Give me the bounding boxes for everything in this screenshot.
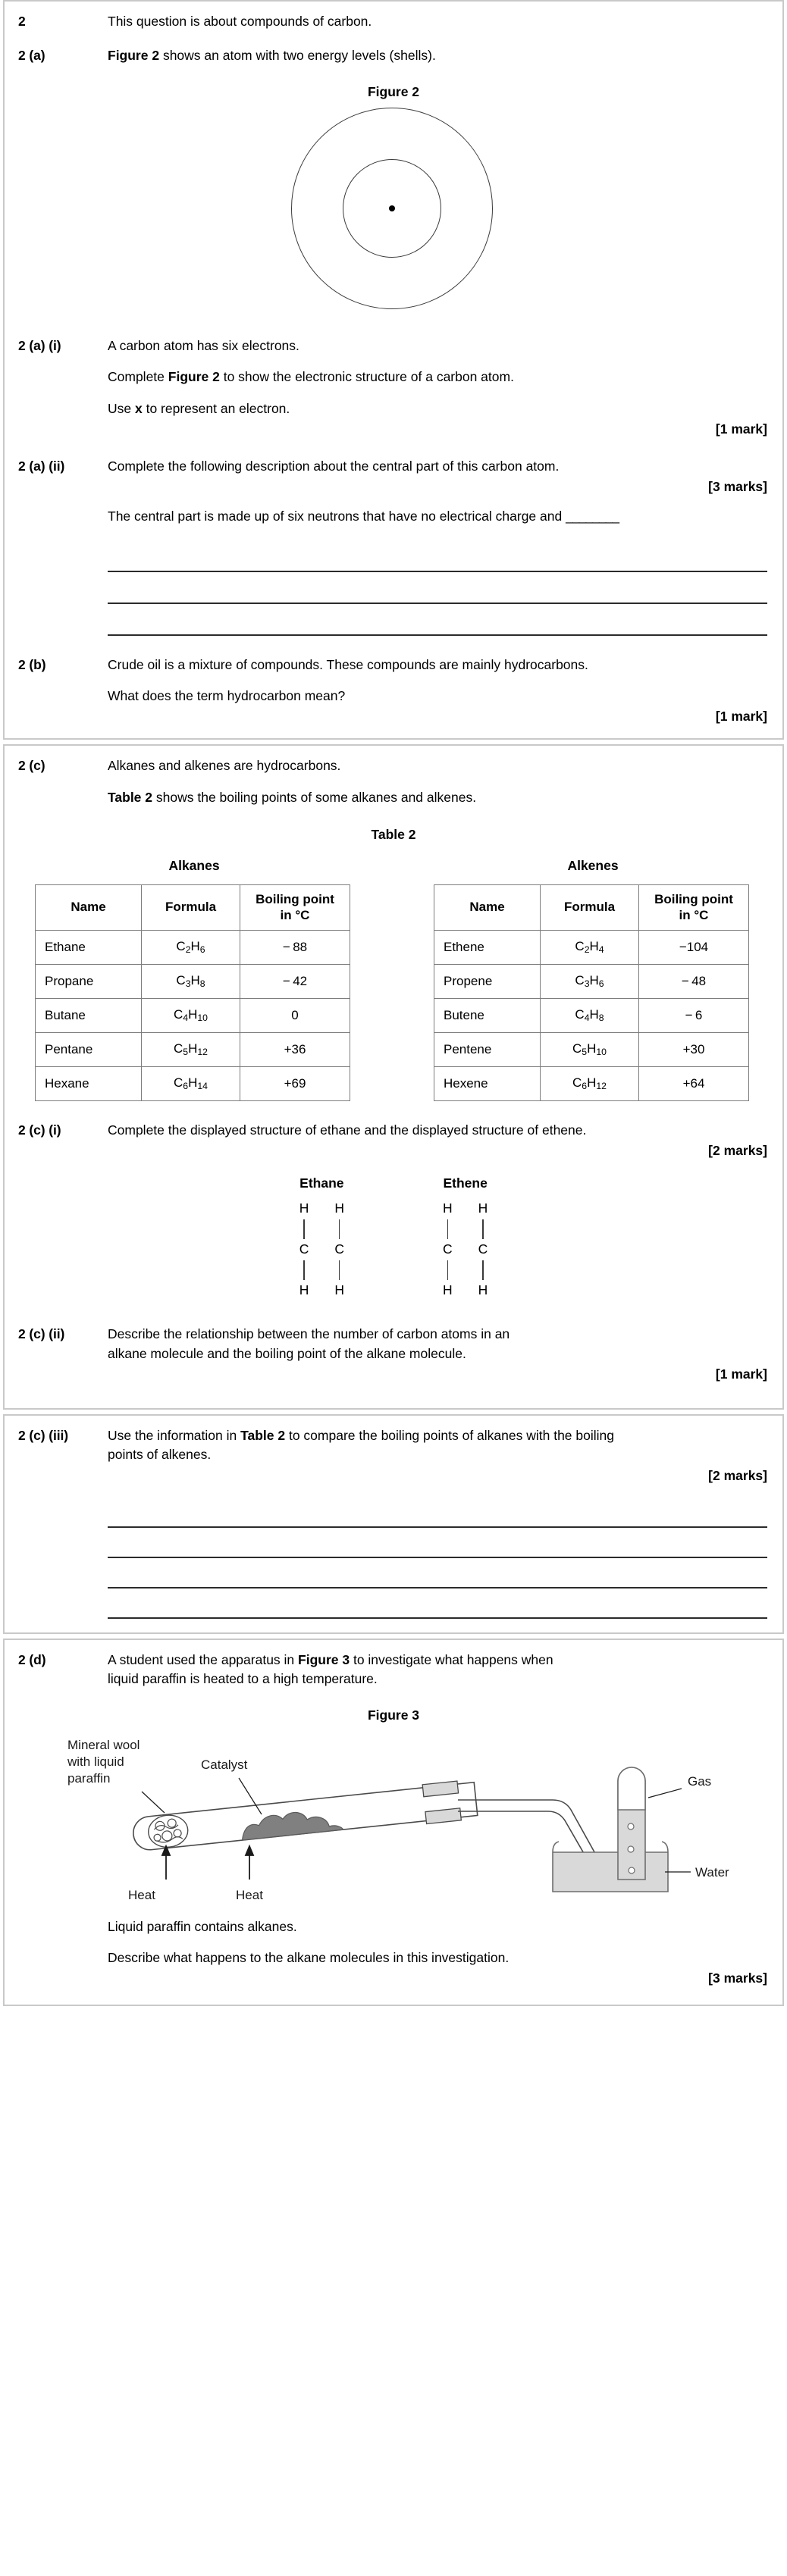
part-a-ii-sentence xyxy=(108,507,769,526)
formula-h-count: 6 xyxy=(598,978,604,990)
apparatus-svg xyxy=(52,1731,735,1905)
formula-h-count: 4 xyxy=(598,944,604,956)
part-b-line-2: What does the term hydrocarbon mean? xyxy=(108,688,346,703)
table-row xyxy=(36,1066,350,1100)
part-d-closing-row xyxy=(18,1917,769,1968)
ethene-structure xyxy=(443,1175,488,1297)
question-block-2d xyxy=(3,1639,784,2007)
header-formula: Formula xyxy=(541,885,639,931)
hydrogen-atom-label: H xyxy=(443,1282,453,1298)
mineral-wool-label-line2: with liquid xyxy=(67,1754,124,1769)
part-c-i-prompt: Complete the displayed structure of ethane and the displayed structure of ethene. xyxy=(108,1122,587,1138)
cell-boiling-point: +30 xyxy=(639,1032,749,1066)
formula-c-count: 6 xyxy=(582,1081,588,1092)
part-c-ii-body xyxy=(108,1325,769,1363)
formula-h-count: 14 xyxy=(197,1081,208,1092)
ethane-left-chain xyxy=(299,1202,309,1297)
formula-h-count: 6 xyxy=(199,944,205,956)
ethane-structure xyxy=(299,1175,344,1297)
answer-line[interactable] xyxy=(108,1528,767,1558)
ethene-structure-grid[interactable] xyxy=(443,1202,488,1297)
question-block-2ciii xyxy=(3,1414,784,1634)
part-d-line-2: liquid paraffin is heated to a high temperature. xyxy=(108,1671,378,1687)
cell-boiling-point: − 6 xyxy=(639,998,749,1032)
alkenes-table xyxy=(434,884,749,1101)
part-a-ii-inline-blank[interactable]: ________ xyxy=(566,509,619,524)
question-block-2a xyxy=(3,0,784,740)
part-c-iii-line-2: points of alkenes. xyxy=(108,1447,212,1463)
hydrogen-atom-label: H xyxy=(478,1200,488,1216)
mineral-wool-label-line1: Mineral wool xyxy=(67,1737,140,1752)
table-header-row xyxy=(36,885,350,931)
part-b-label: 2 (b) xyxy=(18,656,46,672)
formula-c-count: 4 xyxy=(584,1013,590,1024)
table-2-reference: Table 2 xyxy=(240,1428,286,1444)
bond-line xyxy=(303,1219,305,1239)
part-a-i-figure-ref: Figure 2 xyxy=(168,369,220,385)
part-a-i-line-2-pre: Complete xyxy=(108,369,168,385)
cell-boiling-point: +36 xyxy=(240,1032,350,1066)
part-c-ii-line-1: Describe the relationship between the number of carbon atoms in an xyxy=(108,1326,510,1342)
part-a-i-line-3 xyxy=(108,399,769,418)
answer-line[interactable] xyxy=(108,572,767,604)
part-a-i-body xyxy=(108,336,769,418)
cell-formula: $C_5H_{12}$ xyxy=(142,1032,240,1066)
cell-name: Ethane xyxy=(36,930,142,964)
part-b-marks: [1 mark] xyxy=(715,709,767,725)
cell-formula: $C_4H_8$ xyxy=(541,998,639,1032)
part-c-iii-marks: [2 marks] xyxy=(708,1467,767,1483)
part-a-ii-label: 2 (a) (ii) xyxy=(18,458,65,474)
hydrogen-atom-label: H xyxy=(299,1200,309,1216)
formula-c-count: 6 xyxy=(183,1081,189,1092)
formula-h-count: 12 xyxy=(197,1047,208,1058)
part-d-line-1-pre: A student used the apparatus in xyxy=(108,1651,299,1667)
part-a-row xyxy=(18,46,769,65)
part-c-iii-line-1 xyxy=(108,1426,769,1445)
water-trough xyxy=(553,1842,668,1892)
header-bp-line1: Boiling point xyxy=(654,892,733,907)
alkenes-table-body xyxy=(434,930,749,1100)
cell-name: Butane xyxy=(36,998,142,1032)
formula-h-count: 10 xyxy=(197,1013,208,1024)
part-c-row xyxy=(18,756,769,807)
header-boiling-point xyxy=(639,885,749,931)
heat-arrows xyxy=(162,1846,253,1880)
cell-boiling-point: +64 xyxy=(639,1066,749,1100)
part-c-ii-line-2: alkane molecule and the boiling point of the alkane molecule. xyxy=(108,1345,466,1361)
alkanes-table-body xyxy=(36,930,350,1100)
hydrogen-atom-label: H xyxy=(478,1282,488,1298)
question-number: 2 xyxy=(18,14,26,29)
cell-name: Hexane xyxy=(36,1066,142,1100)
cell-boiling-point: −104 xyxy=(639,930,749,964)
formula-h-count: 8 xyxy=(598,1013,604,1024)
question-intro-row xyxy=(18,12,769,31)
water-label: Water xyxy=(695,1864,729,1880)
part-d-label: 2 (d) xyxy=(18,1651,46,1667)
cell-boiling-point: − 48 xyxy=(639,964,749,998)
bond-line xyxy=(303,1260,305,1280)
part-c-iii-label: 2 (c) (iii) xyxy=(18,1428,68,1444)
table-row xyxy=(36,964,350,998)
part-c-ii-label: 2 (c) (ii) xyxy=(18,1326,65,1342)
part-a-ii-row xyxy=(18,457,769,476)
part-a-ii-prompt: Complete the following description about the central part of this carbon atom. xyxy=(108,458,560,474)
formula-c-count: 2 xyxy=(185,944,191,956)
part-d-closing-body xyxy=(108,1917,769,1968)
part-c-iii-answer-lines[interactable] xyxy=(108,1498,767,1619)
part-c-i-marks: [2 marks] xyxy=(708,1143,767,1159)
cell-name: Ethene xyxy=(434,930,541,964)
cell-name: Pentane xyxy=(36,1032,142,1066)
table-header-row xyxy=(434,885,749,931)
part-b-line-1: Crude oil is a mixture of compounds. These compounds are mainly hydrocarbons. xyxy=(108,656,588,672)
cell-boiling-point: +69 xyxy=(240,1066,350,1100)
formula-c-count: 5 xyxy=(183,1047,189,1058)
table-row xyxy=(434,998,749,1032)
carbon-atom-label: C xyxy=(299,1241,309,1257)
part-d-line-1-post: to investigate what happens when xyxy=(350,1651,553,1667)
cell-boiling-point: 0 xyxy=(240,998,350,1032)
ethene-structure-name: Ethene xyxy=(443,1175,488,1191)
formula-c-count: 3 xyxy=(584,978,590,990)
part-a-i-line-3-pre: Use xyxy=(108,400,135,416)
part-a-text-rest: shows an atom with two energy levels (shells). xyxy=(159,48,436,64)
gas-collection-tube xyxy=(618,1767,645,1880)
catalyst-label: Catalyst xyxy=(201,1757,248,1772)
part-c-ii-row xyxy=(18,1325,769,1363)
part-d-marks: [3 marks] xyxy=(708,1970,767,1986)
answer-line[interactable] xyxy=(108,1558,767,1588)
part-b-body xyxy=(108,656,769,706)
nucleus-dot xyxy=(389,205,395,211)
cell-formula: $C_2H_6$ xyxy=(142,930,240,964)
part-c-line-2 xyxy=(108,788,769,807)
part-c-body xyxy=(108,756,769,807)
carbon-atom-label: C xyxy=(443,1241,453,1257)
formula-h-count: 8 xyxy=(199,978,205,990)
figure-2-title: Figure 2 xyxy=(367,83,420,99)
part-a-ii-sentence-text: The central part is made up of six neutrons that have no electrical charge and xyxy=(108,509,563,524)
formula-h-count: 12 xyxy=(596,1081,607,1092)
figure-3-diagram xyxy=(18,1731,769,1905)
cell-boiling-point: − 42 xyxy=(240,964,350,998)
part-d-body xyxy=(108,1651,769,1689)
formula-c-count: 5 xyxy=(582,1047,588,1058)
cell-boiling-point: − 88 xyxy=(240,930,350,964)
ethane-right-chain xyxy=(334,1202,344,1297)
table-row xyxy=(434,964,749,998)
part-c-iii-row xyxy=(18,1426,769,1465)
cell-formula: $C_4H_{10}$ xyxy=(142,998,240,1032)
part-c-i-label: 2 (c) (i) xyxy=(18,1122,61,1138)
alkenes-heading: Alkenes xyxy=(567,858,619,874)
cell-formula: $C_5H_{10}$ xyxy=(541,1032,639,1066)
formula-h-count: 10 xyxy=(596,1047,607,1058)
table-row xyxy=(36,998,350,1032)
hydrogen-atom-label: H xyxy=(299,1282,309,1298)
part-d-line-1 xyxy=(108,1651,769,1670)
header-bp-line1: Boiling point xyxy=(256,892,334,907)
alkenes-table-column xyxy=(434,858,752,1101)
part-c-label: 2 (c) xyxy=(18,758,45,774)
cell-name: Propane xyxy=(36,964,142,998)
part-d-row xyxy=(18,1651,769,1689)
answer-line[interactable] xyxy=(108,1588,767,1619)
part-a-label: 2 (a) xyxy=(18,48,45,64)
table-row xyxy=(434,930,749,964)
part-d-closing-line-1: Liquid paraffin contains alkanes. xyxy=(108,1918,297,1934)
table-2-reference: Table 2 xyxy=(108,789,153,805)
table-row xyxy=(434,1032,749,1066)
part-a-i-marks: [1 mark] xyxy=(715,421,767,437)
ethene-left-chain xyxy=(443,1202,453,1297)
alkanes-heading: Alkanes xyxy=(168,858,220,874)
hydrogen-atom-label: H xyxy=(443,1200,453,1216)
bond-line xyxy=(339,1219,340,1239)
header-name: Name xyxy=(36,885,142,931)
header-bp-line2: in °C xyxy=(679,907,709,922)
cell-formula: $C_2H_4$ xyxy=(541,930,639,964)
part-a-ii-answer-lines[interactable] xyxy=(108,540,767,636)
gas-label: Gas xyxy=(688,1773,712,1789)
hydrogen-atom-label: H xyxy=(334,1200,344,1216)
answer-line[interactable] xyxy=(108,604,767,636)
formula-c-count: 2 xyxy=(584,944,590,956)
answer-line[interactable] xyxy=(108,1498,767,1528)
bond-line xyxy=(447,1260,449,1280)
part-a-text xyxy=(108,46,769,65)
displayed-structures xyxy=(18,1175,769,1297)
cell-name: Propene xyxy=(434,964,541,998)
hydrogen-atom-label: H xyxy=(334,1282,344,1298)
part-a-ii-sentence-row xyxy=(18,507,769,526)
part-c-iii-line-1-pre: Use the information in xyxy=(108,1428,241,1444)
figure-3-title: Figure 3 xyxy=(367,1707,420,1723)
table-row xyxy=(36,1032,350,1066)
part-c-line-2-post: shows the boiling points of some alkanes and alkenes. xyxy=(152,789,477,805)
cell-formula: $C_6H_{12}$ xyxy=(541,1066,639,1100)
answer-line[interactable] xyxy=(108,540,767,572)
alkanes-table-column xyxy=(35,858,353,1101)
bond-line xyxy=(339,1260,340,1280)
header-boiling-point xyxy=(240,885,350,931)
bond-line xyxy=(447,1219,449,1239)
electron-symbol: x xyxy=(134,400,143,416)
part-c-line-1: Alkanes and alkenes are hydrocarbons. xyxy=(108,758,341,774)
cell-formula: $C_3H_6$ xyxy=(541,964,639,998)
part-a-i-line-2 xyxy=(108,368,769,387)
table-row xyxy=(36,930,350,964)
part-a-i-line-3-post: to represent an electron. xyxy=(142,400,290,416)
atom-shell-diagram xyxy=(291,108,496,312)
figure-2-reference: Figure 2 xyxy=(108,48,160,64)
bond-line xyxy=(482,1260,484,1280)
heat-label-left: Heat xyxy=(128,1887,155,1902)
carbon-atom-label: C xyxy=(334,1241,344,1257)
question-block-2c xyxy=(3,744,784,1410)
part-a-ii-marks: [3 marks] xyxy=(708,479,767,495)
cell-formula: $C_6H_{14}$ xyxy=(142,1066,240,1100)
ethene-right-chain xyxy=(478,1202,488,1297)
cell-name: Hexene xyxy=(434,1066,541,1100)
part-a-i-row xyxy=(18,336,769,418)
heat-label-right: Heat xyxy=(236,1887,263,1902)
part-c-ii-marks: [1 mark] xyxy=(715,1366,767,1382)
cell-name: Pentene xyxy=(434,1032,541,1066)
mineral-wool-label-line3: paraffin xyxy=(67,1770,111,1786)
part-c-iii-body xyxy=(108,1426,769,1465)
header-name: Name xyxy=(434,885,541,931)
part-a-i-line-2-post: to show the electronic structure of a carbon atom. xyxy=(219,369,514,385)
table-row xyxy=(434,1066,749,1100)
cell-formula: $C_3H_8$ xyxy=(142,964,240,998)
figure-3-reference: Figure 3 xyxy=(298,1651,350,1667)
part-a-i-line-1: A carbon atom has six electrons. xyxy=(108,337,299,353)
question-intro-text: This question is about compounds of carbon. xyxy=(108,14,372,29)
cell-name: Butene xyxy=(434,998,541,1032)
formula-c-count: 3 xyxy=(185,978,191,990)
ethane-structure-name: Ethane xyxy=(299,1175,344,1191)
part-c-iii-line-1-post: to compare the boiling points of alkanes with the boiling xyxy=(285,1428,614,1444)
part-d-closing-line-2: Describe what happens to the alkane molecules in this investigation. xyxy=(108,1949,510,1965)
header-bp-line2: in °C xyxy=(280,907,310,922)
formula-c-count: 4 xyxy=(183,1013,189,1024)
ethane-structure-grid[interactable] xyxy=(299,1202,344,1297)
boiling-tube xyxy=(131,1779,478,1854)
alkanes-table xyxy=(35,884,350,1101)
figure-2-diagram xyxy=(18,108,769,312)
part-b-row xyxy=(18,656,769,706)
bond-line xyxy=(482,1219,484,1239)
header-formula: Formula xyxy=(142,885,240,931)
part-a-i-label: 2 (a) (i) xyxy=(18,337,61,353)
carbon-atom-label: C xyxy=(478,1241,488,1257)
table-2-title: Table 2 xyxy=(371,827,416,843)
part-c-i-row xyxy=(18,1121,769,1140)
table-2-container xyxy=(18,858,769,1101)
